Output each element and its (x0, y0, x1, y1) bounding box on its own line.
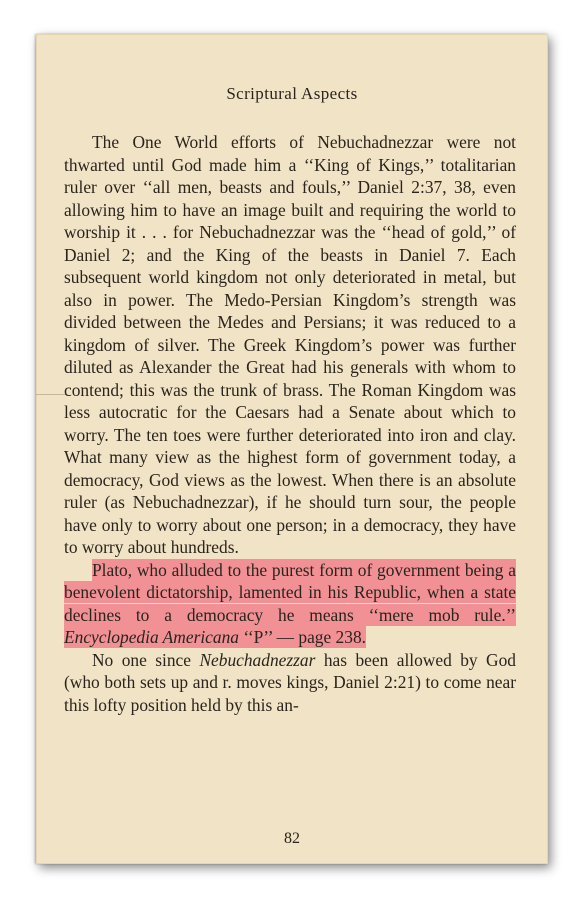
paragraph-no-one-since (64, 649, 516, 717)
plato-quote-text: Plato, who alluded to the purest form of government being a benevolent dictatorship, lamented in his Republic, when a state declines to a democracy he means ‘‘mere mob rule.’’ (64, 559, 516, 625)
page-heading: Scriptural Aspects (226, 84, 358, 103)
paragraph-one-world: The One World efforts of Nebuchadnezzar were not thwarted until God made him a ‘‘King of Kings,’’ totalitarian ruler over ‘‘all men, beasts and fouls,’’ Daniel 2:37, 38, even allowing him to have an image built and requiring the world to worship it . . . for Nebuchadnezzar was the ‘‘head of gold,’’ of Daniel 2; and the King of the beasts in Daniel 7. Each subsequent world kingdom not only deteriorated in metal, but also in power. The Medo-Persian Kingdom’s strength was divided between the Medes and Persians; it was reduced to a kingdom of silver. The Greek Kingdom’s power was further diluted as Alexander the Great had his generals with whom to contend; this was the trunk of brass. The Roman Kingdom was less autocratic for the Caesars had a Senate about which to worry. The ten toes were further deteriorated into iron and clay. What many view as the highest form of government today, a democracy, God views as the lowest. When there is an absolute ruler (as Nebuchadnezzar), if he should turn sour, the people have only to worry about one person; in a democracy, they have to worry about hundreds. (64, 132, 516, 557)
paragraph-plato (64, 559, 516, 649)
body-text (64, 131, 516, 716)
highlighted-passage (64, 559, 516, 649)
nebuchadnezzar-name: Nebuchadnezzar (199, 649, 316, 670)
source-title: Encyclopedia Americana (64, 627, 239, 647)
paragraph-3-rest: has been allowed by God (who both sets up and r. moves kings, Daniel 2:21) to come near this lofty position held by this an- (64, 649, 517, 715)
paragraph-3-start: No one since (92, 649, 200, 670)
page-number: 82 (284, 830, 300, 847)
book-page (36, 34, 548, 864)
page-crease (36, 394, 66, 395)
source-reference: ‘‘P’’ — page 238. (238, 627, 366, 647)
